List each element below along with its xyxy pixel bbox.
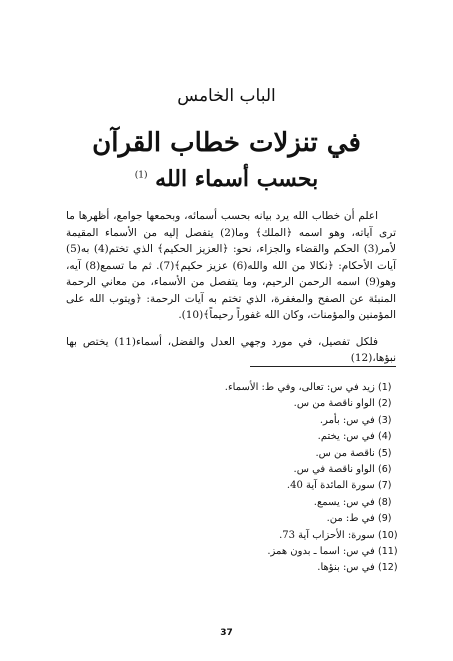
footnote-number: (9) [378,513,392,525]
footnote [80,511,400,527]
footnote [80,495,400,511]
footnote-number: (4) [378,431,392,443]
body-text [66,208,396,367]
footnote-number: (5) [378,447,392,459]
footnote-number: (11) [378,545,398,557]
footnote-text: في س: يسمع. [313,496,375,508]
footnote-text: ناقصة من س. [315,447,375,459]
footnote [80,446,400,462]
footnote [80,462,400,478]
footnote-divider [250,366,396,367]
footnote-number: (7) [378,480,392,492]
footnotes-list [80,380,400,577]
footnote-text: في س: اسما ـ بدون همز. [267,545,375,557]
footnote-text: الواو ناقصة من س. [293,398,375,410]
title-footnote-ref: (1) [134,170,148,181]
footnote-number: (1) [378,382,392,393]
title-line-2 [0,166,453,192]
chapter-heading: الباب الخامس [177,86,276,106]
page-number: 37 [220,628,233,638]
footnote-text: في س: بنؤها. [317,562,375,574]
footnote-text: في س: يختم. [317,431,375,443]
paragraph: اعلم أن خطاب الله يرد بيانه بحسب أسمائه، وبحمعها جوامع، أظهرها ما ترى آياته، وهو اسمه ﴿الملك﴾ وما(2) يتفصل إليه من الأسماء المقيمة لأمر(3) الحكم والقضاء والجزاء، نحو: ﴿العزيز الحكيم﴾ الذي تختم(4) به(5) آيات الأحكام: ﴿نكالا من الله والله(6) عزيز حكيم﴾(7). ثم ما تسمع(8) آيه، وهو(9) اسمه الرحمن الرحيم، وما يتفصل من الأسماء، من معاني الرحمة المنبئة عن الصفح والمغفرة، الذي تختم به آيات الرحمة: ﴿ويتوب الله على المؤمنين والمؤمنات، وكان الله غفوراً رحيماً﴾(10). [66,210,396,321]
footnote-number: (6) [378,463,392,475]
footnote-number: (8) [378,496,392,508]
footnote [80,413,400,429]
footnote-text: سورة: الأحزاب آية 73. [279,529,375,541]
footnote [80,429,400,445]
footnote-text: سورة المائدة آية 40. [286,480,375,492]
footnote-number: (10) [378,529,398,541]
footnote [80,544,400,560]
title-line-1: في تنزلات خطاب القرآن [92,128,361,158]
footnote-text: في ط: من. [326,513,375,525]
footnote [80,396,400,412]
footnote-number: (3) [378,414,392,426]
footnote-text: زيد في س: تعالى، وفي ط: الأسماء. [224,382,375,393]
footnote [80,560,400,576]
footnote-text: الواو ناقصة في س. [293,463,375,475]
footnote [80,478,400,494]
footnote [80,528,400,544]
footnote-number: (2) [378,398,392,410]
footnote-number: (12) [378,562,398,574]
footnote-text: في س: بأمر. [319,414,375,426]
paragraph: فلكل تفصيل، في مورد وجهي العدل والفضل، أسماء(11) يختص بها نبؤها،(12) [66,335,396,364]
footnote [80,380,400,396]
title-line-2-text: بحسب أسماء الله [155,166,319,192]
